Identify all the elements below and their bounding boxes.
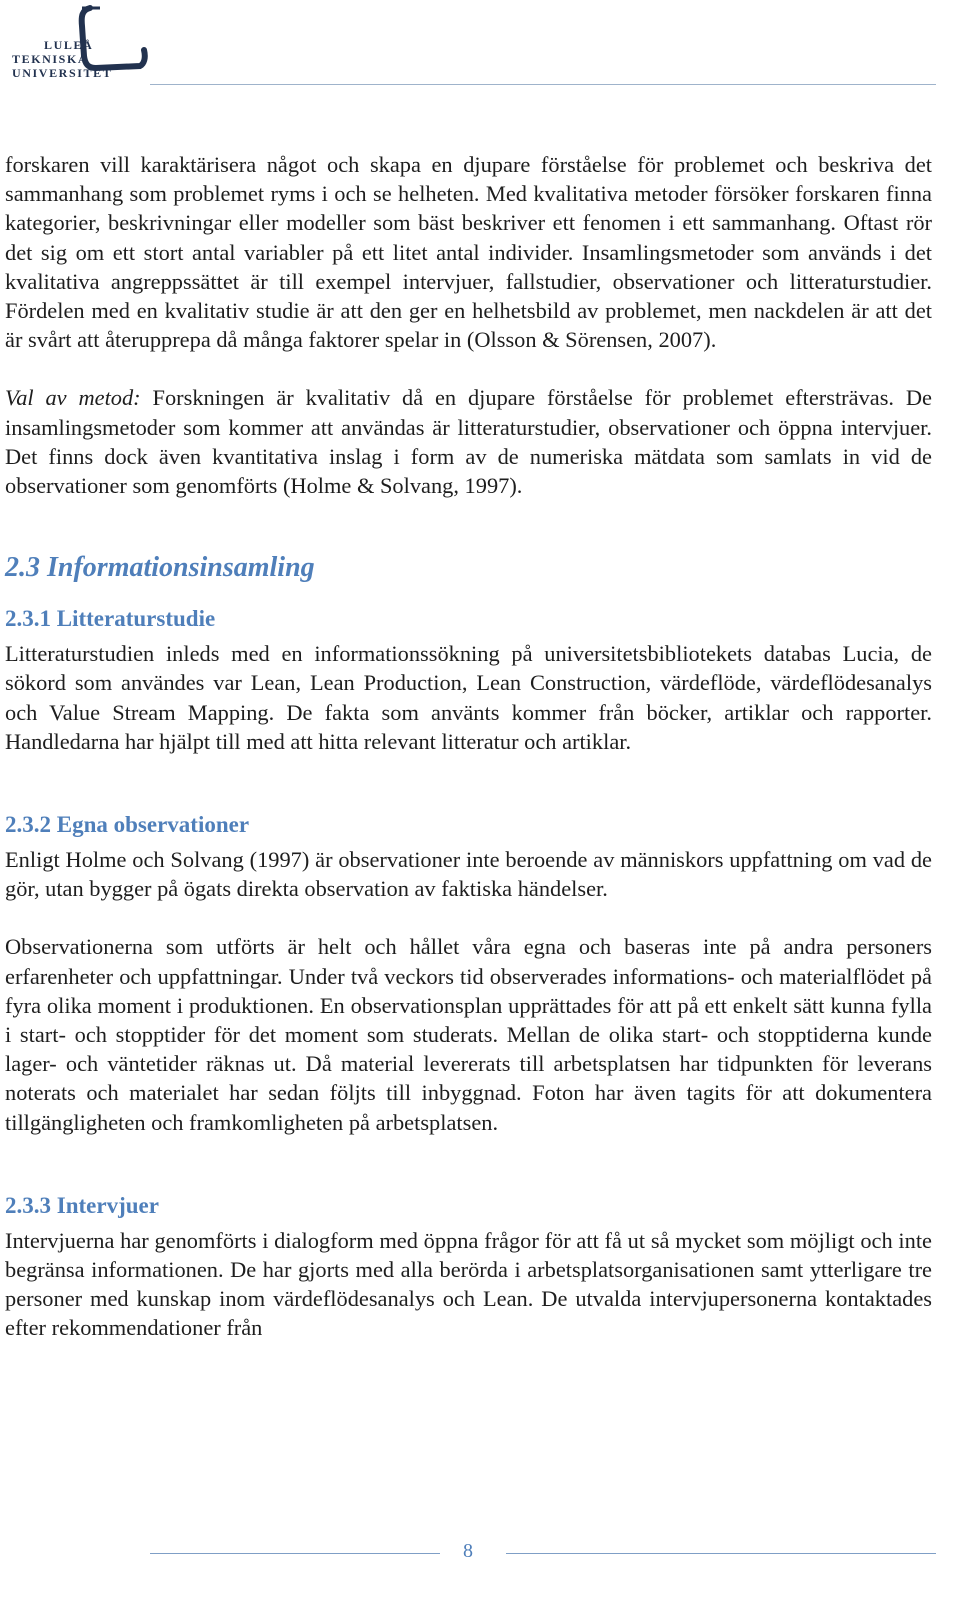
section-heading-2-3: 2.3 Informationsinsamling xyxy=(5,552,315,584)
footer-rule-right xyxy=(506,1553,936,1554)
subsection-heading-2-3-3: 2.3.3 Intervjuer xyxy=(5,1192,159,1218)
paragraph-observations-detail: Observationerna som utförts är helt och hållet våra egna och baseras inte på andra personers erfarenheter och uppfattningar. Under två veckors tid observerades informations- och materialflödet på fyra olika moment i produktionen. En observationsplan upprättades för att på ett enkelt sätt kunna fylla i start- och stopptider för det moment som studerats. Mellan de olika start- och stopptiderna kunde lager- och väntetider räknas ut. Då material levererats till arbetsplatsen har tidpunkten för leverans noterats och materialet har sedan följts till inbyggnad. Foton har även tagits för att dokumentera tillgängligheten och framkomligheten på arbetsplatsen. xyxy=(5,934,932,1135)
document-body xyxy=(5,150,932,1343)
footer-rule-left xyxy=(150,1553,440,1554)
university-logo-mark xyxy=(8,4,148,80)
logo-line-2: TEKNISKA xyxy=(12,52,89,66)
header-divider xyxy=(150,84,936,85)
method-choice-lead: Val av metod: xyxy=(5,385,141,411)
subsection-heading-2-3-2: 2.3.2 Egna observationer xyxy=(5,812,250,838)
page-footer xyxy=(150,1540,936,1570)
subsection-heading-2-3-1: 2.3.1 Litteraturstudie xyxy=(5,606,216,632)
university-logo xyxy=(8,4,148,80)
paragraph-method-choice xyxy=(5,383,932,500)
paragraph-method-description: forskaren vill karaktärisera något och skapa en djupare förståelse för problemet och beskriva det sammanhang som problemet ryms i och se helheten. Med kvalitativa metoder försöker forskaren finna kategorier, beskrivningar eller modeller som bäst beskriver ett fenomen i ett sammanhang. Oftast rör det sig om ett stort antal variabler på ett litet antal individer. Insamlingsmetoder som används i det kvalitativa angreppssättet är till exempel intervjuer, fallstudier, observationer och litteraturstudier. Fördelen med en kvalitativ studie är att den ger en helhetsbild av problemet, men nackdelen är att det är svårt att återupprepa då många faktorer spelar in (Olsson & Sörensen, 2007). xyxy=(5,152,932,353)
page-number: 8 xyxy=(463,1540,473,1562)
method-choice-text: Forskningen är kvalitativ då en djupare förståelse för problemet eftersträvas. De insamlingsmetoder som kommer att användas är litteraturstudier, observationer och öppna intervjuer. Det finns dock även kvantitativa inslag i form av de numeriska mätdata som samlats in vid de observationer som genomförts (Holme & Solvang, 1997). xyxy=(5,385,932,499)
paragraph-interviews: Intervjuerna har genomförts i dialogform med öppna frågor för att få ut så mycket som möjligt och inte begränsa informationen. De har gjorts med alla berörda i arbetsplatsorganisationen samt ytterligare tre personer med kunskap inom värdeflödesanalys och Lean. De utvalda intervjupersonerna kontaktades efter rekommendationer från xyxy=(5,1227,932,1341)
logo-line-3: UNIVERSITET xyxy=(12,66,113,80)
logo-line-1: LULEÅ xyxy=(44,38,94,52)
paragraph-observations-intro: Enligt Holme och Solvang (1997) är observationer inte beroende av människors uppfattning om vad de gör, utan bygger på ögats direkta observation av faktiska händelser. xyxy=(5,847,932,902)
paragraph-literature-study: Litteraturstudien inleds med en informationssökning på universitetsbibliotekets databas Lucia, de sökord som användes var Lean, Lean Production, Lean Construction, värdeflöde, värdeflödesanalys och Value Stream Mapping. De fakta som använts kommer från böcker, artiklar och rapporter. Handledarna har hjälpt till med att hitta relevant litteratur och artiklar. xyxy=(5,641,932,754)
